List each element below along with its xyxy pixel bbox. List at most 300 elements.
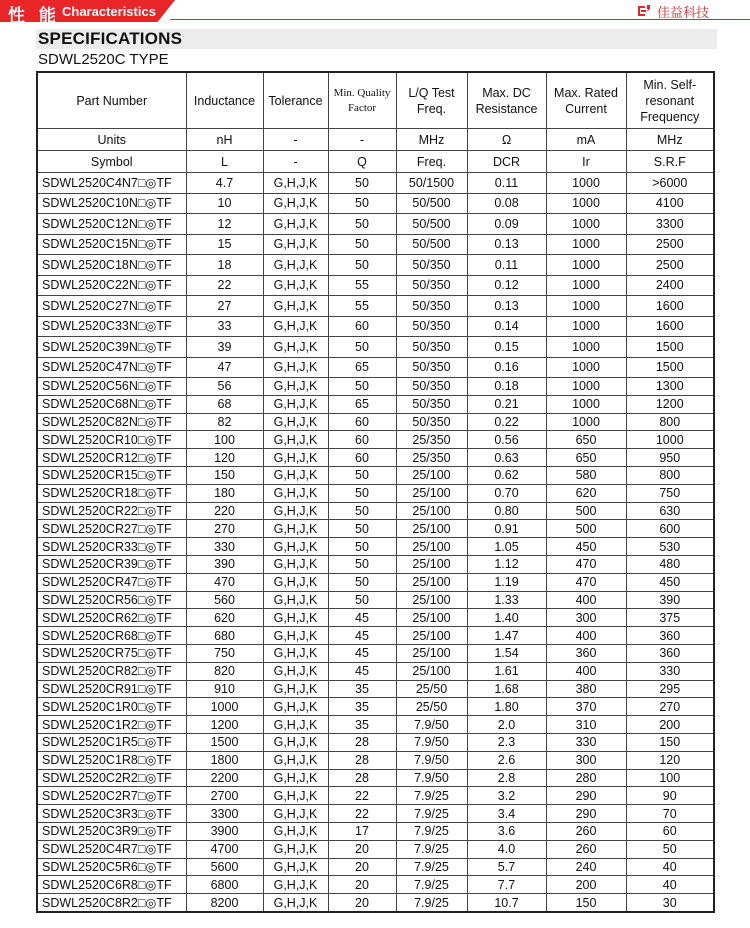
srf-cell: 1500 bbox=[626, 337, 714, 358]
dc-resistance-cell: 1.68 bbox=[467, 680, 546, 698]
test-freq-cell: 50/350 bbox=[396, 316, 467, 337]
dc-resistance-cell: 0.56 bbox=[467, 431, 546, 449]
srf-cell: 100 bbox=[626, 769, 714, 787]
tolerance-cell: G,H,J,K bbox=[263, 449, 328, 467]
test-freq-cell: 25/100 bbox=[396, 484, 467, 502]
dc-resistance-cell: 10.7 bbox=[467, 894, 546, 912]
rated-current-cell: 1000 bbox=[546, 337, 626, 358]
header-cell: Max. Rated Current bbox=[546, 72, 626, 129]
inductance-cell: 3300 bbox=[186, 805, 263, 823]
srf-cell: 750 bbox=[626, 484, 714, 502]
spec-table-body bbox=[37, 72, 714, 912]
table-row bbox=[37, 876, 714, 894]
test-freq-cell: 25/100 bbox=[396, 644, 467, 662]
srf-cell: 4100 bbox=[626, 193, 714, 214]
tolerance-cell: G,H,J,K bbox=[263, 591, 328, 609]
test-freq-cell: 25/100 bbox=[396, 662, 467, 680]
srf-cell: 450 bbox=[626, 573, 714, 591]
part-number-cell: SDWL2520C3R9□◎TF bbox=[37, 822, 186, 840]
test-freq-cell: 7.9/50 bbox=[396, 733, 467, 751]
tolerance-cell: G,H,J,K bbox=[263, 662, 328, 680]
tolerance-cell: G,H,J,K bbox=[263, 716, 328, 734]
quality-factor-cell: 20 bbox=[328, 894, 396, 912]
tolerance-cell: G,H,J,K bbox=[263, 644, 328, 662]
quality-factor-cell: 50 bbox=[328, 555, 396, 573]
tolerance-cell: G,H,J,K bbox=[263, 805, 328, 823]
inductance-cell: 270 bbox=[186, 520, 263, 538]
part-number-cell: SDWL2520CR91□◎TF bbox=[37, 680, 186, 698]
page-header bbox=[0, 0, 750, 26]
inductance-cell: 560 bbox=[186, 591, 263, 609]
quality-factor-cell: 60 bbox=[328, 316, 396, 337]
dc-resistance-cell: 2.6 bbox=[467, 751, 546, 769]
rated-current-cell: 500 bbox=[546, 520, 626, 538]
test-freq-cell: 25/50 bbox=[396, 680, 467, 698]
part-number-cell: SDWL2520C4R7□◎TF bbox=[37, 840, 186, 858]
rated-current-cell: 1000 bbox=[546, 413, 626, 431]
tolerance-cell: G,H,J,K bbox=[263, 316, 328, 337]
specifications-title: SPECIFICATIONS bbox=[38, 29, 183, 48]
part-number-cell: SDWL2520C3R3□◎TF bbox=[37, 805, 186, 823]
inductance-cell: 12 bbox=[186, 214, 263, 235]
units-cell: - bbox=[328, 129, 396, 151]
quality-factor-cell: 45 bbox=[328, 662, 396, 680]
dc-resistance-cell: 1.19 bbox=[467, 573, 546, 591]
table-row bbox=[37, 644, 714, 662]
symbol-cell: Freq. bbox=[396, 151, 467, 173]
quality-factor-cell: 65 bbox=[328, 357, 396, 378]
table-row bbox=[37, 316, 714, 337]
rated-current-cell: 300 bbox=[546, 609, 626, 627]
inductance-cell: 18 bbox=[186, 255, 263, 276]
inductance-cell: 68 bbox=[186, 395, 263, 413]
part-number-cell: SDWL2520CR56□◎TF bbox=[37, 591, 186, 609]
tolerance-cell: G,H,J,K bbox=[263, 787, 328, 805]
units-cell: Ω bbox=[467, 129, 546, 151]
dc-resistance-cell: 1.54 bbox=[467, 644, 546, 662]
section-title-zh: 性 能 bbox=[8, 6, 60, 26]
srf-cell: 1000 bbox=[626, 431, 714, 449]
inductance-cell: 56 bbox=[186, 378, 263, 396]
symbol-cell: Ir bbox=[546, 151, 626, 173]
srf-cell: 800 bbox=[626, 466, 714, 484]
part-number-cell: SDWL2520C12N□◎TF bbox=[37, 214, 186, 235]
part-number-cell: SDWL2520CR68□◎TF bbox=[37, 627, 186, 645]
test-freq-cell: 25/100 bbox=[396, 627, 467, 645]
inductance-cell: 220 bbox=[186, 502, 263, 520]
spec-table bbox=[36, 71, 715, 913]
srf-cell: 70 bbox=[626, 805, 714, 823]
test-freq-cell: 25/100 bbox=[396, 573, 467, 591]
quality-factor-cell: 22 bbox=[328, 787, 396, 805]
quality-factor-cell: 60 bbox=[328, 431, 396, 449]
rated-current-cell: 400 bbox=[546, 591, 626, 609]
dc-resistance-cell: 3.2 bbox=[467, 787, 546, 805]
tolerance-cell: G,H,J,K bbox=[263, 627, 328, 645]
rated-current-cell: 470 bbox=[546, 573, 626, 591]
table-row bbox=[37, 751, 714, 769]
header-cell: Min. Self-resonant Frequency bbox=[626, 72, 714, 129]
tolerance-cell: G,H,J,K bbox=[263, 413, 328, 431]
srf-cell: 360 bbox=[626, 627, 714, 645]
test-freq-cell: 25/100 bbox=[396, 609, 467, 627]
symbol-cell: Symbol bbox=[37, 151, 186, 173]
tolerance-cell: G,H,J,K bbox=[263, 876, 328, 894]
srf-cell: 2500 bbox=[626, 234, 714, 255]
inductance-cell: 2700 bbox=[186, 787, 263, 805]
table-row bbox=[37, 894, 714, 912]
srf-cell: 375 bbox=[626, 609, 714, 627]
dc-resistance-cell: 7.7 bbox=[467, 876, 546, 894]
srf-cell: 50 bbox=[626, 840, 714, 858]
tolerance-cell: G,H,J,K bbox=[263, 680, 328, 698]
test-freq-cell: 7.9/25 bbox=[396, 894, 467, 912]
rated-current-cell: 330 bbox=[546, 733, 626, 751]
units-cell: MHz bbox=[396, 129, 467, 151]
inductance-cell: 39 bbox=[186, 337, 263, 358]
quality-factor-cell: 50 bbox=[328, 255, 396, 276]
quality-factor-cell: 55 bbox=[328, 275, 396, 296]
part-number-cell: SDWL2520C5R6□◎TF bbox=[37, 858, 186, 876]
srf-cell: 800 bbox=[626, 413, 714, 431]
test-freq-cell: 7.9/25 bbox=[396, 840, 467, 858]
dc-resistance-cell: 0.08 bbox=[467, 193, 546, 214]
part-number-cell: SDWL2520CR33□◎TF bbox=[37, 538, 186, 556]
srf-cell: 1600 bbox=[626, 296, 714, 317]
dc-resistance-cell: 0.09 bbox=[467, 214, 546, 235]
srf-cell: 30 bbox=[626, 894, 714, 912]
part-number-cell: SDWL2520C1R2□◎TF bbox=[37, 716, 186, 734]
table-row bbox=[37, 378, 714, 396]
tolerance-cell: G,H,J,K bbox=[263, 502, 328, 520]
tolerance-cell: G,H,J,K bbox=[263, 609, 328, 627]
tolerance-cell: G,H,J,K bbox=[263, 193, 328, 214]
test-freq-cell: 50/500 bbox=[396, 234, 467, 255]
inductance-cell: 4.7 bbox=[186, 173, 263, 194]
dc-resistance-cell: 2.3 bbox=[467, 733, 546, 751]
srf-cell: 120 bbox=[626, 751, 714, 769]
srf-cell: 1300 bbox=[626, 378, 714, 396]
table-row bbox=[37, 609, 714, 627]
table-row bbox=[37, 449, 714, 467]
inductance-cell: 390 bbox=[186, 555, 263, 573]
dc-resistance-cell: 0.70 bbox=[467, 484, 546, 502]
test-freq-cell: 25/50 bbox=[396, 698, 467, 716]
inductance-cell: 620 bbox=[186, 609, 263, 627]
rated-current-cell: 280 bbox=[546, 769, 626, 787]
tolerance-cell: G,H,J,K bbox=[263, 751, 328, 769]
srf-cell: 1600 bbox=[626, 316, 714, 337]
dc-resistance-cell: 0.16 bbox=[467, 357, 546, 378]
dc-resistance-cell: 1.47 bbox=[467, 627, 546, 645]
quality-factor-cell: 50 bbox=[328, 234, 396, 255]
dc-resistance-cell: 0.14 bbox=[467, 316, 546, 337]
inductance-cell: 150 bbox=[186, 466, 263, 484]
inductance-cell: 22 bbox=[186, 275, 263, 296]
rated-current-cell: 150 bbox=[546, 894, 626, 912]
srf-cell: >6000 bbox=[626, 173, 714, 194]
part-number-cell: SDWL2520CR47□◎TF bbox=[37, 573, 186, 591]
inductance-cell: 6800 bbox=[186, 876, 263, 894]
tolerance-cell: G,H,J,K bbox=[263, 573, 328, 591]
test-freq-cell: 50/350 bbox=[396, 395, 467, 413]
rated-current-cell: 1000 bbox=[546, 296, 626, 317]
brand-logo bbox=[636, 3, 709, 19]
inductance-cell: 1200 bbox=[186, 716, 263, 734]
table-row bbox=[37, 698, 714, 716]
tolerance-cell: G,H,J,K bbox=[263, 466, 328, 484]
rated-current-cell: 470 bbox=[546, 555, 626, 573]
part-number-cell: SDWL2520CR10□◎TF bbox=[37, 431, 186, 449]
quality-factor-cell: 17 bbox=[328, 822, 396, 840]
rated-current-cell: 380 bbox=[546, 680, 626, 698]
test-freq-cell: 25/100 bbox=[396, 520, 467, 538]
rated-current-cell: 360 bbox=[546, 644, 626, 662]
inductance-cell: 910 bbox=[186, 680, 263, 698]
inductance-cell: 120 bbox=[186, 449, 263, 467]
quality-factor-cell: 50 bbox=[328, 466, 396, 484]
symbol-cell: DCR bbox=[467, 151, 546, 173]
rated-current-cell: 260 bbox=[546, 822, 626, 840]
test-freq-cell: 7.9/50 bbox=[396, 751, 467, 769]
tolerance-cell: G,H,J,K bbox=[263, 395, 328, 413]
test-freq-cell: 25/350 bbox=[396, 431, 467, 449]
test-freq-cell: 7.9/50 bbox=[396, 716, 467, 734]
rated-current-cell: 450 bbox=[546, 538, 626, 556]
table-row bbox=[37, 680, 714, 698]
header-cell: Min. Quality Factor bbox=[328, 72, 396, 129]
test-freq-cell: 7.9/25 bbox=[396, 876, 467, 894]
test-freq-cell: 7.9/25 bbox=[396, 787, 467, 805]
quality-factor-cell: 50 bbox=[328, 520, 396, 538]
inductance-cell: 15 bbox=[186, 234, 263, 255]
quality-factor-cell: 50 bbox=[328, 173, 396, 194]
quality-factor-cell: 20 bbox=[328, 876, 396, 894]
quality-factor-cell: 50 bbox=[328, 337, 396, 358]
test-freq-cell: 50/1500 bbox=[396, 173, 467, 194]
inductance-cell: 1000 bbox=[186, 698, 263, 716]
srf-cell: 1500 bbox=[626, 357, 714, 378]
rated-current-cell: 1000 bbox=[546, 316, 626, 337]
table-row bbox=[37, 662, 714, 680]
rated-current-cell: 500 bbox=[546, 502, 626, 520]
test-freq-cell: 50/350 bbox=[396, 296, 467, 317]
test-freq-cell: 25/100 bbox=[396, 538, 467, 556]
quality-factor-cell: 45 bbox=[328, 644, 396, 662]
test-freq-cell: 7.9/25 bbox=[396, 858, 467, 876]
tolerance-cell: G,H,J,K bbox=[263, 520, 328, 538]
inductance-cell: 470 bbox=[186, 573, 263, 591]
brand-name: 佳益科技 bbox=[657, 5, 710, 21]
rated-current-cell: 1000 bbox=[546, 193, 626, 214]
dc-resistance-cell: 0.13 bbox=[467, 296, 546, 317]
part-number-cell: SDWL2520CR62□◎TF bbox=[37, 609, 186, 627]
table-row bbox=[37, 769, 714, 787]
table-row bbox=[37, 413, 714, 431]
table-row bbox=[37, 173, 714, 194]
rated-current-cell: 1000 bbox=[546, 214, 626, 235]
quality-factor-cell: 35 bbox=[328, 698, 396, 716]
inductance-cell: 100 bbox=[186, 431, 263, 449]
units-row bbox=[37, 129, 714, 151]
test-freq-cell: 50/350 bbox=[396, 275, 467, 296]
tolerance-cell: G,H,J,K bbox=[263, 858, 328, 876]
dc-resistance-cell: 0.91 bbox=[467, 520, 546, 538]
quality-factor-cell: 50 bbox=[328, 378, 396, 396]
test-freq-cell: 25/100 bbox=[396, 502, 467, 520]
srf-cell: 330 bbox=[626, 662, 714, 680]
srf-cell: 60 bbox=[626, 822, 714, 840]
tolerance-cell: G,H,J,K bbox=[263, 378, 328, 396]
rated-current-cell: 620 bbox=[546, 484, 626, 502]
inductance-cell: 27 bbox=[186, 296, 263, 317]
tolerance-cell: G,H,J,K bbox=[263, 822, 328, 840]
dc-resistance-cell: 3.4 bbox=[467, 805, 546, 823]
dc-resistance-cell: 0.11 bbox=[467, 173, 546, 194]
rated-current-cell: 310 bbox=[546, 716, 626, 734]
table-row bbox=[37, 395, 714, 413]
header-cell: Inductance bbox=[186, 72, 263, 129]
part-number-cell: SDWL2520C1R8□◎TF bbox=[37, 751, 186, 769]
part-number-cell: SDWL2520C2R7□◎TF bbox=[37, 787, 186, 805]
part-number-cell: SDWL2520C6R8□◎TF bbox=[37, 876, 186, 894]
part-number-cell: SDWL2520C22N□◎TF bbox=[37, 275, 186, 296]
symbol-cell: Q bbox=[328, 151, 396, 173]
part-number-cell: SDWL2520CR75□◎TF bbox=[37, 644, 186, 662]
inductance-cell: 4700 bbox=[186, 840, 263, 858]
header-cell: L/Q Test Freq. bbox=[396, 72, 467, 129]
rated-current-cell: 290 bbox=[546, 805, 626, 823]
dc-resistance-cell: 1.40 bbox=[467, 609, 546, 627]
tolerance-cell: G,H,J,K bbox=[263, 769, 328, 787]
rated-current-cell: 1000 bbox=[546, 357, 626, 378]
rated-current-cell: 1000 bbox=[546, 275, 626, 296]
part-number-cell: SDWL2520C27N□◎TF bbox=[37, 296, 186, 317]
table-row bbox=[37, 431, 714, 449]
srf-cell: 600 bbox=[626, 520, 714, 538]
quality-factor-cell: 50 bbox=[328, 502, 396, 520]
quality-factor-cell: 50 bbox=[328, 193, 396, 214]
table-row bbox=[37, 275, 714, 296]
units-cell: - bbox=[263, 129, 328, 151]
table-row bbox=[37, 466, 714, 484]
srf-cell: 270 bbox=[626, 698, 714, 716]
quality-factor-cell: 45 bbox=[328, 627, 396, 645]
part-number-cell: SDWL2520C4N7□◎TF bbox=[37, 173, 186, 194]
quality-factor-cell: 60 bbox=[328, 449, 396, 467]
rated-current-cell: 290 bbox=[546, 787, 626, 805]
dc-resistance-cell: 3.6 bbox=[467, 822, 546, 840]
rated-current-cell: 400 bbox=[546, 662, 626, 680]
quality-factor-cell: 50 bbox=[328, 538, 396, 556]
header-cell: Part Number bbox=[37, 72, 186, 129]
tolerance-cell: G,H,J,K bbox=[263, 214, 328, 235]
rated-current-cell: 300 bbox=[546, 751, 626, 769]
rated-current-cell: 200 bbox=[546, 876, 626, 894]
quality-factor-cell: 65 bbox=[328, 395, 396, 413]
srf-cell: 530 bbox=[626, 538, 714, 556]
dc-resistance-cell: 1.61 bbox=[467, 662, 546, 680]
header-cell: Max. DC Resistance bbox=[467, 72, 546, 129]
dc-resistance-cell: 5.7 bbox=[467, 858, 546, 876]
srf-cell: 2500 bbox=[626, 255, 714, 276]
table-row bbox=[37, 716, 714, 734]
table-row bbox=[37, 502, 714, 520]
part-number-cell: SDWL2520CR39□◎TF bbox=[37, 555, 186, 573]
quality-factor-cell: 28 bbox=[328, 751, 396, 769]
tolerance-cell: G,H,J,K bbox=[263, 431, 328, 449]
rated-current-cell: 580 bbox=[546, 466, 626, 484]
tolerance-cell: G,H,J,K bbox=[263, 234, 328, 255]
inductance-cell: 33 bbox=[186, 316, 263, 337]
inductance-cell: 180 bbox=[186, 484, 263, 502]
part-number-cell: SDWL2520CR12□◎TF bbox=[37, 449, 186, 467]
quality-factor-cell: 45 bbox=[328, 609, 396, 627]
dc-resistance-cell: 0.80 bbox=[467, 502, 546, 520]
test-freq-cell: 25/100 bbox=[396, 466, 467, 484]
rated-current-cell: 1000 bbox=[546, 395, 626, 413]
dc-resistance-cell: 1.12 bbox=[467, 555, 546, 573]
part-number-cell: SDWL2520C56N□◎TF bbox=[37, 378, 186, 396]
dc-resistance-cell: 2.8 bbox=[467, 769, 546, 787]
srf-cell: 1200 bbox=[626, 395, 714, 413]
symbol-cell: - bbox=[263, 151, 328, 173]
rated-current-cell: 260 bbox=[546, 840, 626, 858]
rated-current-cell: 400 bbox=[546, 627, 626, 645]
part-number-cell: SDWL2520C18N□◎TF bbox=[37, 255, 186, 276]
part-number-cell: SDWL2520C1R0□◎TF bbox=[37, 698, 186, 716]
rated-current-cell: 1000 bbox=[546, 173, 626, 194]
symbol-row bbox=[37, 151, 714, 173]
table-row bbox=[37, 573, 714, 591]
test-freq-cell: 25/350 bbox=[396, 449, 467, 467]
rated-current-cell: 1000 bbox=[546, 378, 626, 396]
part-number-cell: SDWL2520C68N□◎TF bbox=[37, 395, 186, 413]
table-row bbox=[37, 840, 714, 858]
quality-factor-cell: 20 bbox=[328, 840, 396, 858]
tolerance-cell: G,H,J,K bbox=[263, 296, 328, 317]
test-freq-cell: 50/350 bbox=[396, 255, 467, 276]
symbol-cell: S.R.F bbox=[626, 151, 714, 173]
tolerance-cell: G,H,J,K bbox=[263, 538, 328, 556]
table-row bbox=[37, 520, 714, 538]
tolerance-cell: G,H,J,K bbox=[263, 840, 328, 858]
test-freq-cell: 50/350 bbox=[396, 378, 467, 396]
srf-cell: 390 bbox=[626, 591, 714, 609]
inductance-cell: 1500 bbox=[186, 733, 263, 751]
dc-resistance-cell: 1.05 bbox=[467, 538, 546, 556]
table-row bbox=[37, 337, 714, 358]
table-row bbox=[37, 538, 714, 556]
units-cell: nH bbox=[186, 129, 263, 151]
srf-cell: 90 bbox=[626, 787, 714, 805]
table-row bbox=[37, 591, 714, 609]
header-row bbox=[37, 72, 714, 129]
brand-logo-icon bbox=[636, 3, 652, 19]
table-row bbox=[37, 627, 714, 645]
table-row bbox=[37, 214, 714, 235]
part-number-cell: SDWL2520C82N□◎TF bbox=[37, 413, 186, 431]
srf-cell: 630 bbox=[626, 502, 714, 520]
quality-factor-cell: 20 bbox=[328, 858, 396, 876]
srf-cell: 40 bbox=[626, 858, 714, 876]
quality-factor-cell: 50 bbox=[328, 484, 396, 502]
srf-cell: 150 bbox=[626, 733, 714, 751]
table-row bbox=[37, 805, 714, 823]
tolerance-cell: G,H,J,K bbox=[263, 173, 328, 194]
dc-resistance-cell: 0.18 bbox=[467, 378, 546, 396]
inductance-cell: 750 bbox=[186, 644, 263, 662]
